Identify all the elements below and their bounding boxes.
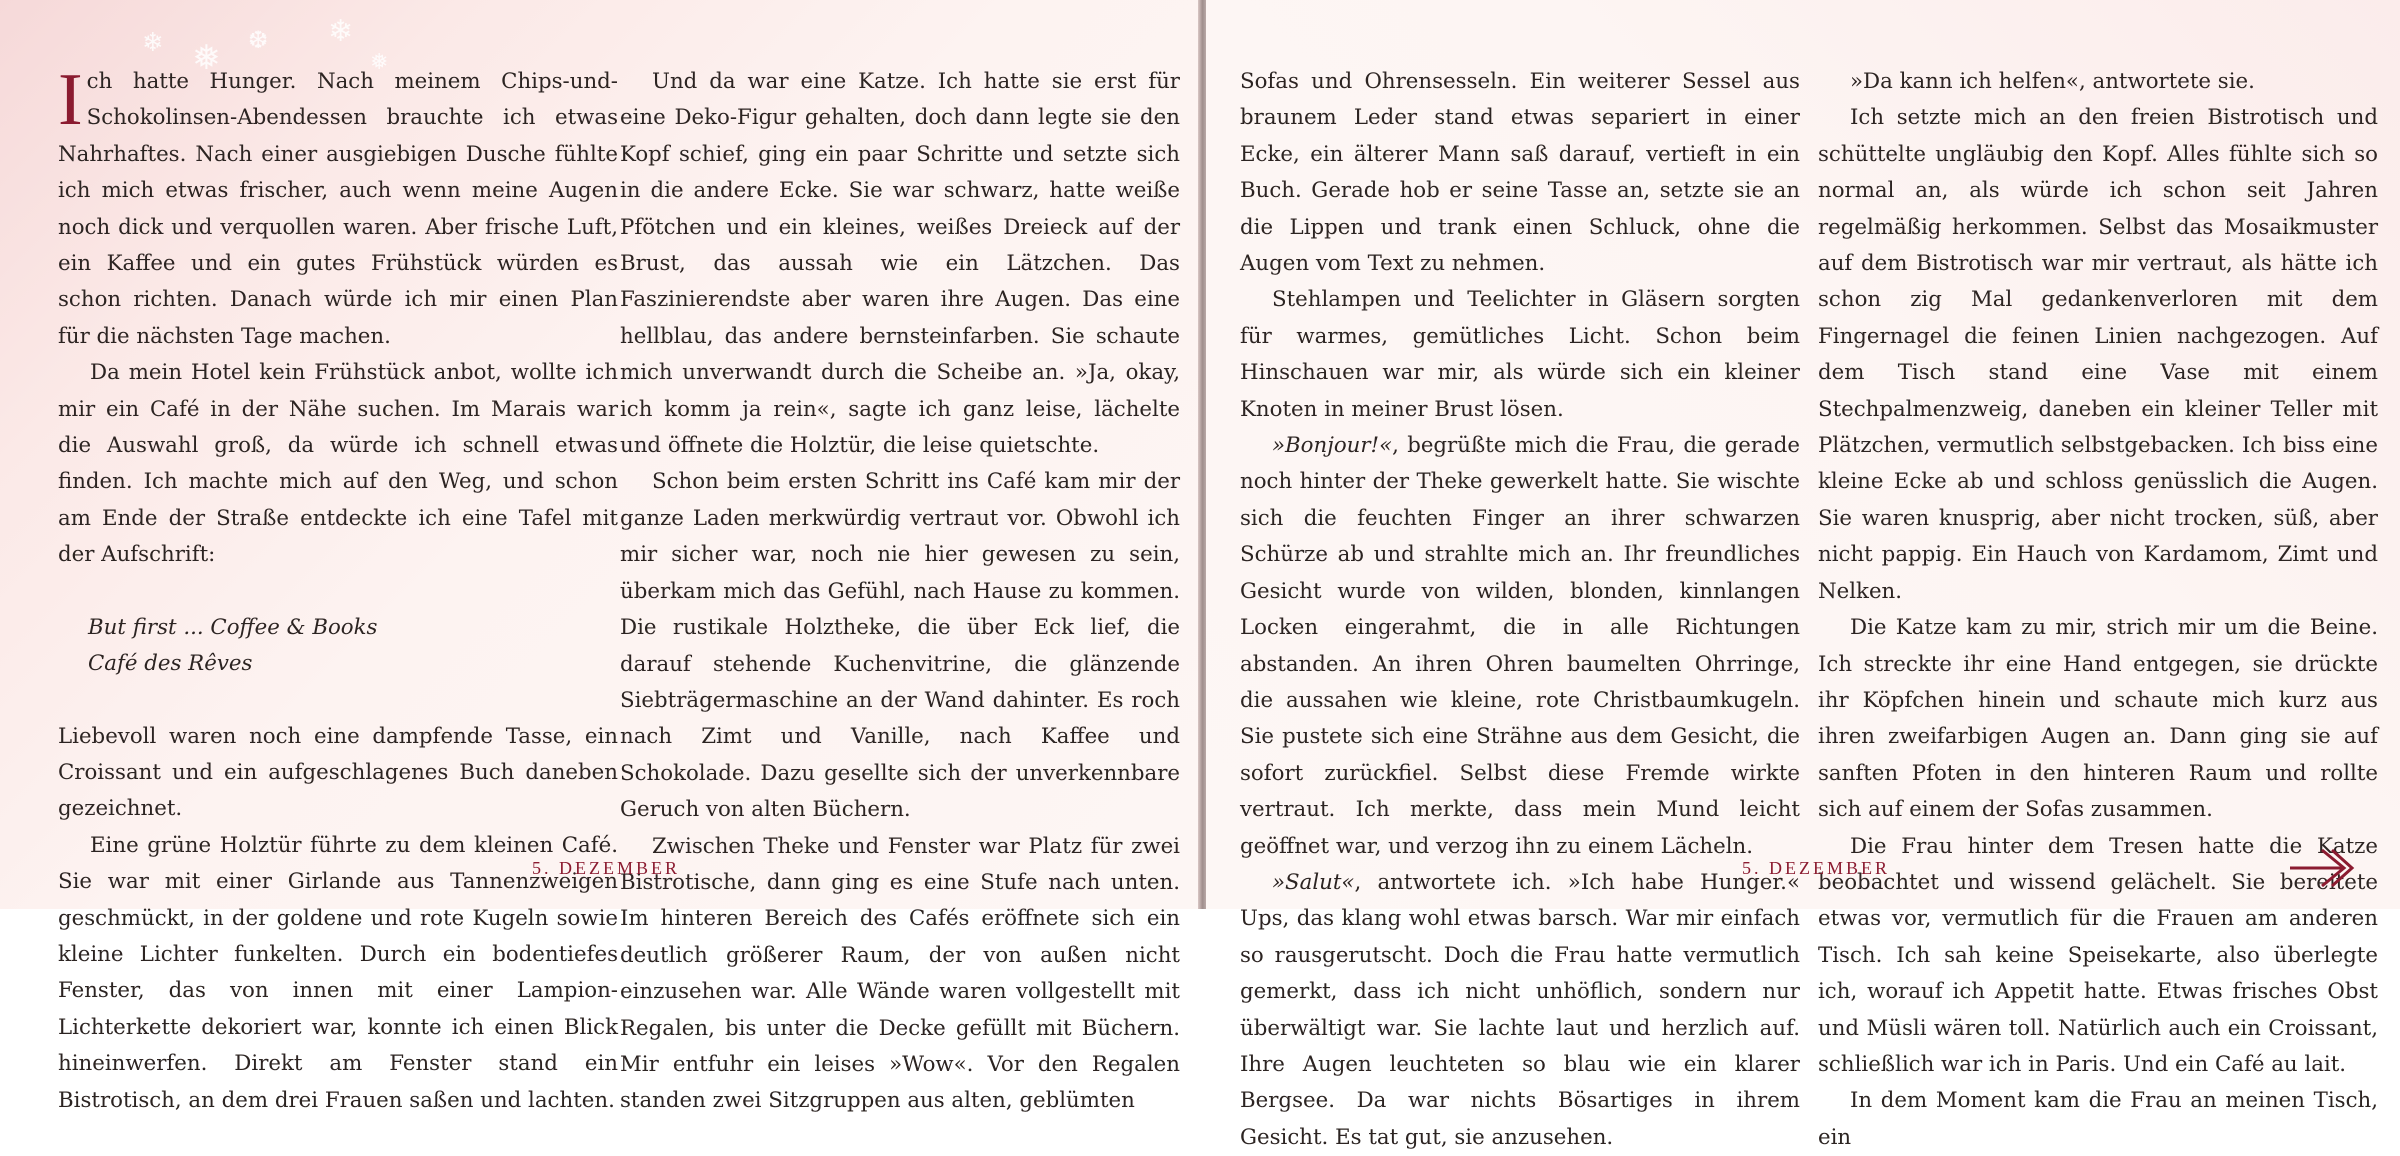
page-label: 5. DEZEMBER (1742, 858, 1890, 878)
paragraph: Ich setzte mich an den freien Bistrotisch und schüttelte ungläubig den Kopf. Alles fühlte sich so normal an, als würde ich schon seit Jahren regelmäßig herkommen. Selbst das Mosaikmuster auf dem Bistrotisch war mir vertraut, als hätte ich schon zig Mal gedankenverloren mit dem Fingernagel die feinen Linien nachgezogen. Auf dem Tisch stand eine Vase mit einem Stechpalmenzweig, daneben ein kleiner Teller mit Plätzchen, vermutlich selbstgebacken. Ich biss eine kleine Ecke ab und schloss genüsslich die Augen. Sie waren knusprig, aber nicht trocken, süß, aber nicht pappig. Ein Hauch von Kardamom, Zimt und Nelken. (1818, 105, 2378, 604)
paragraph: Und da war eine Katze. Ich hatte sie erst für eine Deko-Figur gehalten, doch dann legte sie den Kopf schief, ging ein paar Schritte und setzte sich in die andere Ecke. Sie war schwarz, hatte weiße Pfötchen und ein kleines, weißes Dreieck auf der Brust, das aussah wie ein Lätzchen. Das Faszinierendste aber waren ihre Augen. Das eine hellblau, das andere bernsteinfarben. Sie schaute mich unverwandt durch die Scheibe an. »Ja, okay, ich komm ja rein«, sagte ich ganz leise, lächelte und öffnete die Holztür, die leise quietschte. (620, 69, 1180, 459)
greeting: »Salut« (1272, 869, 1355, 895)
paragraph: Zwischen Theke und Fenster war Platz für zwei Bistrotische, dann ging es eine Stufe nach unten. Im hinteren Bereich des Cafés eröffnete sich ein deutlich größerer Raum, der von außen nicht einzusehen war. Alle Wände waren vollgestellt mit Regalen, bis unter die Decke gefüllt mit Büchern. Mir entfuhr ein leises »Wow«. Vor den Regalen standen zwei Sitzgruppen aus alten, geblümten (620, 833, 1180, 1114)
right-column-1 (1240, 64, 1800, 1156)
left-column-2 (620, 64, 1180, 1120)
page-label: 5. DEZEMBER (532, 858, 680, 878)
right-page (1206, 0, 2400, 1150)
snowflake-icon: ❄ (142, 28, 164, 58)
paragraph: Ich hatte Hunger. Nach meinem Chips-und-Schokolinsen-Abendessen brauchte ich etwas Nahrhaftes. Nach einer ausgiebigen Dusche fühlte ich mich etwas frischer, auch wenn meine Augen noch dick und verquollen waren. Aber frische Luft, ein Kaffee und ein gutes Frühstück würden es schon richten. Danach würde ich mir einen Plan für die nächsten Tage machen. (58, 59, 618, 349)
paragraph: Schon beim ersten Schritt ins Café kam mir der ganze Laden merkwürdig vertraut vor. Obwohl ich mir sicher war, noch nie hier gewesen zu sein, überkam mich das Gefühl, nach Hause zu kommen. Die rustikale Holztheke, die über Eck lief, die darauf stehende Kuchenvitrine, die glänzende Siebträgermaschine an der Wand dahinter. Es roch nach Zimt und Vanille, nach Kaffee und Schokolade. Dazu gesellte sich der unverkennbare Geruch von alten Büchern. (620, 469, 1180, 823)
paragraph: »Da kann ich helfen«, antwortete sie. (1850, 69, 2255, 94)
paragraph: Da mein Hotel kein Frühstück anbot, wollte ich mir ein Café in der Nähe suchen. Im Marais war die Auswahl groß, da würde ich schnell etwas finden. Ich machte mich auf den Weg, und schon am Ende der Straße entdeckte ich eine Tafel mit der Aufschrift: (58, 360, 618, 568)
paragraph: Sofas und Ohrensesseln. Ein weiterer Sessel aus braunem Leder stand etwas separiert in einer Ecke, ein älterer Mann saß darauf, vertieft in ein Buch. Gerade hob er seine Tasse an, setzte sie an die Lippen und trank einen Schluck, ohne die Augen vom Text zu nehmen. (1240, 69, 1800, 277)
paragraph: Die Frau hinter dem Tresen hatte die Katze beobachtet und wissend gelächelt. Sie bereitete etwas vor, vermutlich für die Frauen am anderen Tisch. Ich sah keine Speisekarte, also überlegte ich, worauf ich Appetit hatte. Etwas frisches Obst und Müsli wären toll. Natürlich auch ein Croissant, schließlich war ich in Paris. Und ein Café au lait. (1818, 833, 2378, 1077)
next-page-arrow-icon[interactable] (2286, 846, 2356, 890)
paragraph: Die Katze kam zu mir, strich mir um die Beine. Ich streckte ihr eine Hand entgegen, sie drückte ihr Köpfchen hinein und schaute mich kurz aus ihren zweifarbigen Augen an. Dann ging sie auf sanften Pfoten in den hinteren Raum und rollte sich auf einem der Sofas zusammen. (1818, 615, 2378, 823)
left-column-1 (58, 59, 618, 1119)
paragraph: In dem Moment kam die Frau an meinen Tisch, ein (1818, 1088, 2378, 1150)
snowflake-icon: ❄ (328, 14, 354, 49)
snowflake-icon: ❅ (370, 50, 389, 75)
left-page (0, 0, 1200, 1114)
drop-cap: I (58, 59, 83, 141)
sign-line: Café des Rêves (88, 651, 253, 677)
paragraph: »Bonjour!«, begrüßte mich die Frau, die gerade noch hinter der Theke gewerkelt hatte. Sie wischte sich die feuchten Finger an ihrer schwarzen Schürze ab und strahlte mich an. Ihr freundliches Gesicht wurde von wilden, blonden, kinnlangen Locken eingerahmt, die in alle Richtungen abstanden. An ihren Ohren baumelten Ohrringe, die aussahen wie kleine, rote Christbaumkugeln. Sie pustete sich eine Strähne aus dem Gesicht, die sofort zurückfiel. Selbst diese Fremde wirkte vertraut. Ich merkte, dass mein Mund leicht geöffnet war, und verzog ihn zu einem Lächeln. (1240, 433, 1800, 859)
greeting: »Bonjour!« (1272, 433, 1393, 459)
paragraph: Liebevoll waren noch eine dampfende Tasse, ein Croissant und ein aufgeschlagenes Buch daneben gezeichnet. (58, 723, 618, 822)
sign-line: But first ... Coffee & Books (88, 614, 378, 640)
snowflake-icon: ❆ (248, 26, 269, 54)
paragraph: Eine grüne Holztür führte zu dem kleinen Café. Sie war mit einer Girlande aus Tannenzweigen geschmückt, in der goldene und rote Kugeln sowie kleine Lichter funkelten. Durch ein bodentiefes Fenster, das von innen mit einer Lampion-Lichterkette dekoriert war, konnte ich einen Blick hineinwerfen. Direkt am Fenster stand ein Bistrotisch, an dem drei Frauen saßen und lachten. (58, 832, 618, 1113)
paragraph: »Salut«, antwortete ich. »Ich habe Hunger.« Ups, das klang wohl etwas barsch. War mir einfach so rausgerutscht. Doch die Frau hatte vermutlich gemerkt, dass ich nicht unhöflich, sondern nur überwältigt war. Sie lachte laut und herzlich auf. Ihre Augen leuchteten so blau wie ein klarer Bergsee. Da war nichts Bösartiges in ihrem Gesicht. Es tat gut, sie anzusehen. (1240, 869, 1800, 1150)
right-column-2 (1818, 64, 2378, 1156)
snowflake-icon: ❅ (192, 38, 221, 78)
paragraph: Stehlampen und Teelichter in Gläsern sorgten für warmes, gemütliches Licht. Schon beim Hinschauen war mir, als würde sich ein kleiner Knoten in meiner Brust lösen. (1240, 287, 1800, 422)
